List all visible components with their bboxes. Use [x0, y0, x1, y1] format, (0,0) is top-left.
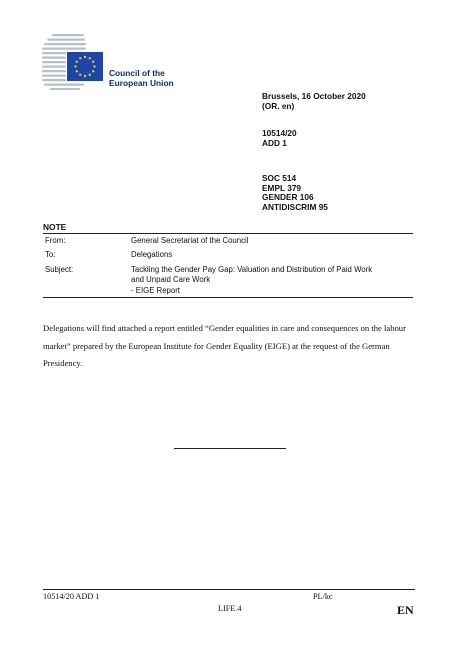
divider — [43, 297, 413, 298]
council-logo — [42, 34, 104, 90]
eu-star-icon — [84, 56, 86, 58]
note-title: NOTE — [43, 222, 67, 232]
divider — [43, 233, 413, 234]
footer-rule — [43, 589, 415, 590]
to-label: To: — [45, 250, 56, 259]
eu-star-icon — [92, 61, 94, 63]
council-name-line2: European Union — [109, 78, 174, 88]
from-label: From: — [45, 236, 66, 245]
eu-star-icon — [93, 65, 95, 67]
interinstitutional-codes — [262, 174, 328, 212]
eu-star-icon — [76, 61, 78, 63]
place-date: Brussels, 16 October 2020 — [262, 91, 366, 101]
code-line: SOC 514 — [262, 173, 297, 183]
code-line: ANTIDISCRIM 95 — [262, 201, 328, 212]
subject-line: - EIGE Report — [131, 286, 180, 296]
footer-initials: PL/kc — [313, 592, 333, 601]
language-code: EN — [397, 603, 414, 617]
document-number: 10514/20 — [262, 128, 297, 138]
footer-doc-ref: 10514/20 ADD 1 — [43, 592, 100, 601]
eu-star-icon — [76, 70, 78, 72]
eu-star-icon — [74, 65, 76, 67]
code-line: GENDER 106 — [262, 192, 314, 203]
original-language: (OR. en) — [262, 100, 295, 111]
council-name — [109, 68, 174, 88]
council-name-line1: Council of the — [109, 68, 165, 78]
addendum: ADD 1 — [262, 137, 287, 148]
eu-star-icon — [92, 70, 94, 72]
eu-star-icon — [79, 57, 81, 59]
eu-star-icon — [89, 57, 91, 59]
subject-line: Tackling the Gender Pay Gap: Valuation and Distribution of Paid Work — [131, 265, 373, 274]
footer-service: LIFE.4 — [218, 604, 242, 613]
subject-label: Subject: — [45, 265, 74, 274]
council-of-the-eu-logo-icon — [42, 34, 104, 90]
to-value: Delegations — [131, 250, 173, 259]
code-line: EMPL 379 — [262, 182, 302, 193]
subject-value — [131, 265, 411, 296]
body-paragraph: Delegations will find attached a report entitled “Gender equalities in care and consequences on the labour market” prepared by the European Institute for Gender Equality (EIGE) at the request of the German Presidency. — [43, 323, 406, 368]
from-value: General Secretariat of the Council — [131, 236, 249, 245]
eu-star-icon — [79, 74, 81, 76]
subject-line: and Unpaid Care Work — [131, 274, 211, 284]
eu-star-icon — [89, 74, 91, 76]
eu-star-icon — [84, 75, 86, 77]
end-rule — [174, 448, 286, 449]
